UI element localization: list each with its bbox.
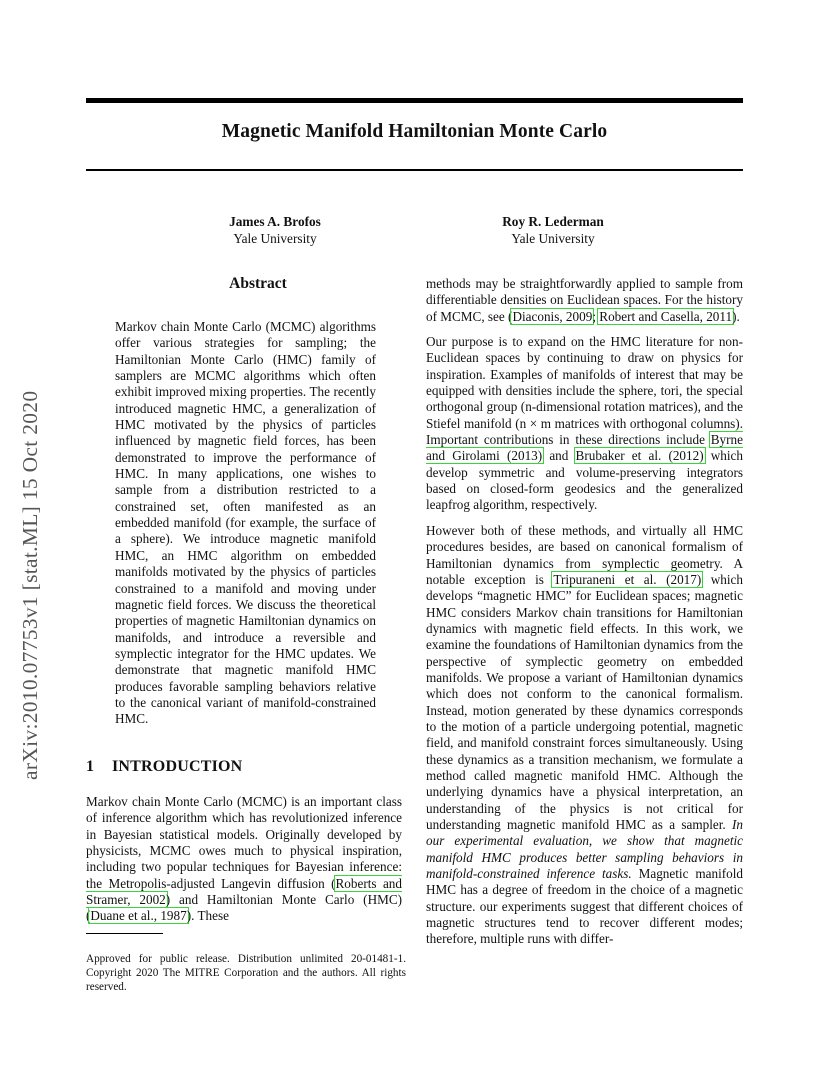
section-number: 1 [86,758,95,775]
right-column [426,276,743,957]
author-2 [468,213,638,247]
citation-robert-casella[interactable]: Robert and Casella, 2011 [599,308,733,324]
intro-paragraph-1: Markov chain Monte Carlo (MCMC) is an important class of inference algorithm which has revolutionized inference in Bayesian statistical models. Originally developed by physicists, MCMC owes much to physical inspiration, including two popular techniques for Bayesian inference: the Metropolis-adjusted Langevin diffusion (Roberts and Stramer, 2002) and Hamiltonian Monte Carlo (HMC) (Duane et al., 1987). These [86,794,403,924]
emphasis-text: In our experimental evaluation, we show that magnetic manifold HMC produces better sampling behaviors in manifold-constrained inference tasks. [426,817,743,882]
arxiv-sidebar: arXiv:2010.07753v1 [stat.ML] 15 Oct 2020 [18,390,42,780]
right-paragraph-2: However both of these methods, and virtually all HMC procedures besides, are based on canonical formalism of Hamiltonian dynamics from symplectic geometry. A notable exception is Tripuraneni et al. (2017) which develops “magnetic HMC” for Euclidean spaces; magnetic HMC considers Markov chain transitions for Hamiltonian dynamics with magnetic field effects. In this work, we examine the foundations of Hamiltonian dynamics from the perspective of symplectic geometry on embedded manifolds. We propose a variant of Hamiltonian dynamics which does not conform to the canonical formalism. Instead, motion generated by these dynamics corresponds to the motion of a particle undergoing potential, magnetic field, and manifold constraint forces simultaneously. Using these dynamics as a transition mechanism, we formulate a method called magnetic manifold HMC. Although the underlying dynamics have a physical interpretation, an understanding of the physics is not critical for understanding magnetic manifold HMC as a sampler. In our experimental evaluation, we show that magnetic manifold HMC produces better sampling behaviors in manifold-constrained inference tasks. Magnetic manifold HMC has a degree of freedom in the choice of a magnetic structure. our experiments suggest that different choices of magnetic structures tend to recover different modes; therefore, multiple runs with differ- [426,522,743,947]
author-affiliation: Yale University [233,231,317,246]
citation-diaconis[interactable]: Diaconis, 2009 [512,308,593,324]
section-title: INTRODUCTION [112,758,243,775]
paper-title: Magnetic Manifold Hamiltonian Monte Carlo [221,121,608,142]
footnote: Approved for public release. Distribution unlimited 20-01481-1. Copyright 2020 The MITRE Corporation and the authors. All rights reserved. [86,953,406,994]
author-1 [190,213,360,247]
right-paragraph-0: methods may be straightforwardly applied to sample from differentiable densities on Euclidean spaces. For the history of MCMC, see (Diaconis, 2009; Robert and Casella, 2011). [426,276,743,324]
abstract-heading: Abstract [229,275,287,292]
title-rule-top [86,98,743,103]
section-heading [86,758,242,776]
author-affiliation: Yale University [511,231,595,246]
footnote-rule [86,933,163,934]
citation-tripuraneni[interactable]: Tripuraneni et al. (2017) [553,571,702,587]
right-paragraph-1: Our purpose is to expand on the HMC literature for non-Euclidean spaces by continuing to draw on physics for inspiration. Examples of manifolds of interest that may be equipped with densities include the sphere, tori, the special orthogonal group (n-dimensional rotation matrices), and the Stiefel manifold (n × m matrices with orthogonal columns). Important contributions in these directions include Byrne and Girolami (2013) and Brubaker et al. (2012) which develop symmetric and volume-preserving integrators based on closed-form geodesics and the generalized leapfrog algorithm, respectively. [426,334,744,513]
citation-brubaker[interactable]: Brubaker et al. (2012) [575,448,704,464]
abstract-body: Markov chain Monte Carlo (MCMC) algorithms offer various strategies for sampling; the Hamiltonian Monte Carlo (HMC) family of samplers are MCMC algorithms which often exhibit improved mixing properties. The recently introduced magnetic HMC, a generalization of HMC motivated by the physics of particles influenced by magnetic field forces, has been demonstrated to improve the performance of HMC. In many applications, one wishes to sample from a distribution restricted to a constrained set, often manifested as an embedded manifold (for example, the surface of a sphere). We introduce magnetic manifold HMC, an HMC algorithm on embedded manifolds motivated by the physics of particles constrained to a manifold and moving under magnetic field forces. We discuss the theoretical properties of magnetic Hamiltonian dynamics on manifolds, and introduce a reversible and symplectic integrator for the HMC updates. We demonstrate that magnetic manifold HMC produces favorable sampling behaviors relative to the canonical variant of manifold-constrained HMC. [115,319,376,727]
author-name: Roy R. Lederman [502,214,604,229]
citation-duane[interactable]: Duane et al., 1987 [90,908,187,924]
author-name: James A. Brofos [229,214,321,229]
title-rule-bottom [86,169,743,171]
citation-byrne-girolami[interactable]: Byrne and Girolami (2013) [426,432,743,464]
citation-roberts-stramer[interactable]: Roberts and Stramer, 2002 [86,875,402,908]
